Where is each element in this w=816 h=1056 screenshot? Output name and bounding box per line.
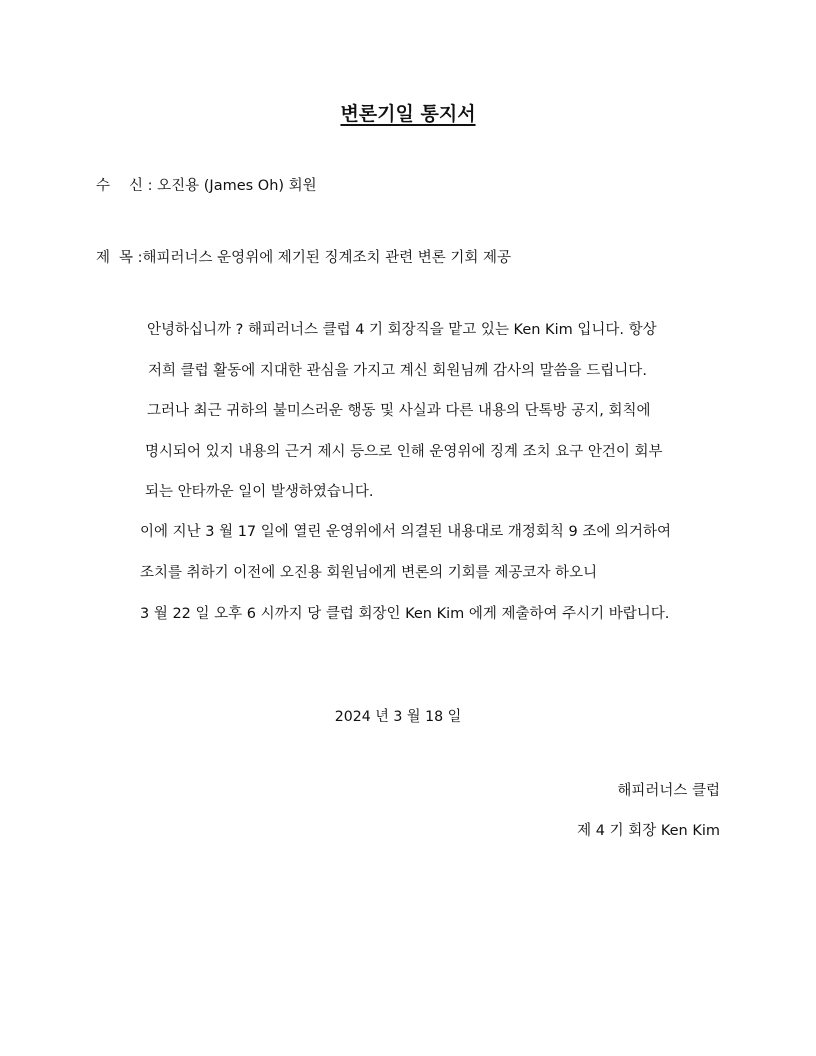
signature-organization: 해피러너스 클럽 [617, 783, 720, 799]
recipient-label-char1: 수 [96, 178, 111, 194]
body-line: 저희 클럽 활동에 지대한 관심을 가지고 계신 회원님께 감사의 말씀을 드립니다. [148, 363, 647, 379]
body-line: 명시되어 있지 내용의 근거 제시 등으로 인해 운영위에 징계 조치 요구 안건이 회부 [145, 444, 663, 460]
signature-signer: 제 4 기 회장 Ken Kim [577, 823, 720, 839]
recipient-value: 오진용 (James Oh) 회원 [157, 178, 317, 194]
body-line: 되는 안타까운 일이 발생하였습니다. [145, 484, 374, 500]
subject-separator: : [137, 250, 143, 266]
recipient-separator: : [147, 178, 153, 194]
body-line: 3 월 22 일 오후 6 시까지 당 클럽 회장인 Ken Kim 에게 제출하여 주시기 바랍니다. [140, 606, 670, 622]
document-title [0, 101, 816, 127]
recipient-label-char2: 신 [129, 178, 144, 194]
body-line: 조치를 취하기 이전에 오진용 회원님에게 변론의 기회를 제공코자 하오니 [140, 565, 598, 581]
document-title-text: 변론기일 통지서 [340, 103, 476, 125]
subject-value: 해피러너스 운영위에 제기된 징계조치 관련 변론 기회 제공 [142, 250, 511, 266]
subject-line [96, 248, 511, 268]
subject-label-char2: 목 [119, 250, 134, 266]
body-line: 이에 지난 3 월 17 일에 열린 운영위에서 의결된 내용대로 개정회칙 9 조에 의거하여 [140, 524, 672, 540]
body-line: 그러나 최근 귀하의 불미스러운 행동 및 사실과 다른 내용의 단톡방 공지, 회칙에 [147, 403, 651, 419]
body-line: 안녕하십니까 ? 해피러너스 클럽 4 기 회장직을 맡고 있는 Ken Kim 입니다. 항상 [147, 322, 657, 338]
document-date: 2024 년 3 월 18 일 [334, 709, 462, 725]
recipient-line [96, 176, 317, 196]
subject-label-char1: 제 [96, 250, 111, 266]
